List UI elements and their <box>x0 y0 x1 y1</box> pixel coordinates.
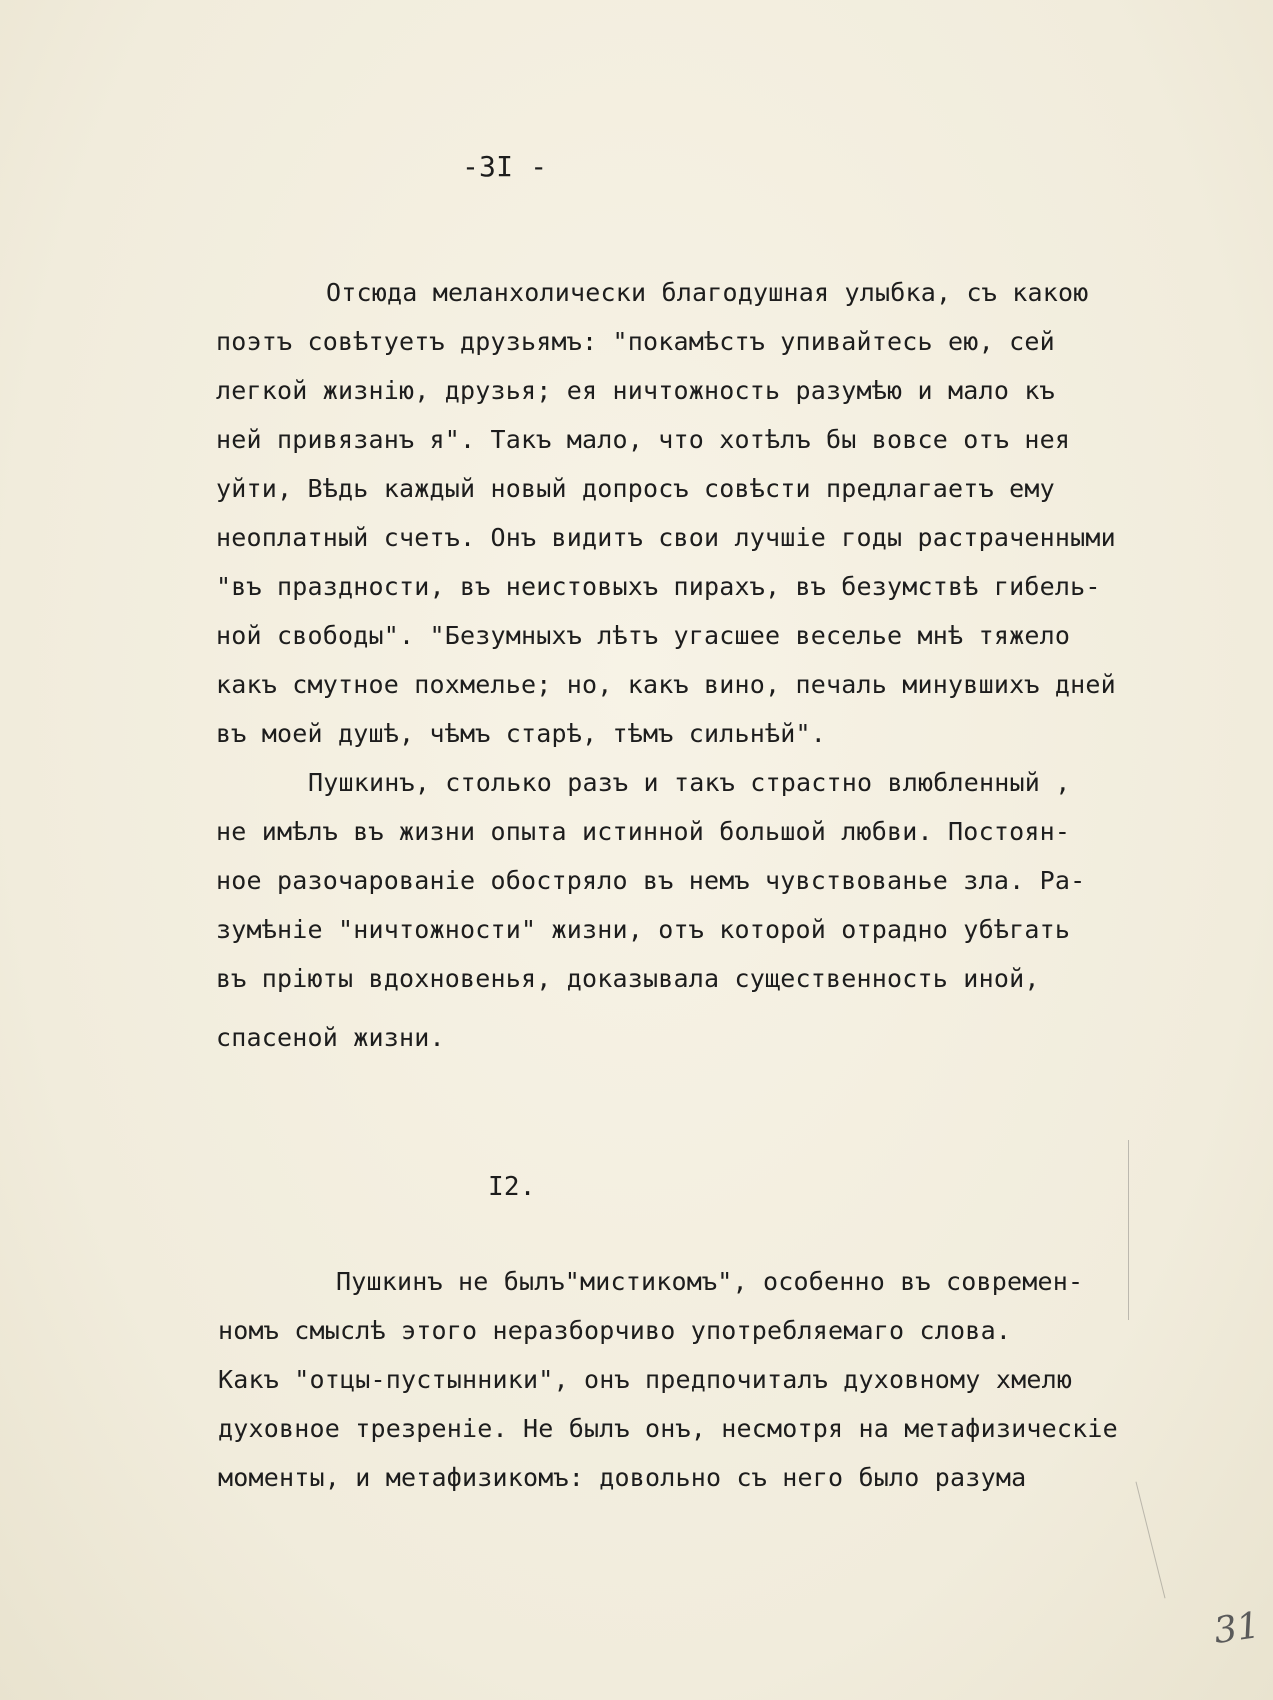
pencil-mark <box>1135 1482 1165 1599</box>
page-number: -3I - <box>462 150 548 183</box>
paragraph-1-line-9: какъ смутное похмелье; но, какъ вино, печаль минувшихъ дней <box>216 670 1116 699</box>
paragraph-2-line-5: въ пріюты вдохновенья, доказывала существенность иной, <box>216 964 1040 993</box>
paragraph-3-line-5: моменты, и метафизикомъ: довольно съ него было разума <box>218 1463 1027 1492</box>
paragraph-3-line-2: номъ смыслѣ этого неразборчиво употребляемаго слова. <box>218 1316 1012 1345</box>
paragraph-1-line-1: Отсюда меланхолически благодушная улыбка, съ какою <box>326 278 1089 307</box>
handwritten-page-number: 31 <box>1211 1605 1263 1652</box>
paragraph-2-line-4: зумѣніе "ничтожности" жизни, отъ которой отрадно убѣгать <box>216 915 1071 944</box>
paragraph-3-line-4: духовное трезреніе. Не былъ онъ, несмотря на метафизическіе <box>218 1414 1118 1443</box>
paragraph-1-line-3: легкой жизнію, друзья; ея ничтожность разумѣю и мало къ <box>216 376 1055 405</box>
paragraph-1-line-10: въ моей душѣ, чѣмъ старѣ, тѣмъ сильнѣй". <box>216 719 827 748</box>
paragraph-3-line-3: Какъ "отцы-пустынники", онъ предпочиталъ духовному хмелю <box>218 1365 1073 1394</box>
paragraph-2-line-1: Пушкинъ, столько разъ и такъ страстно влюбленный , <box>308 768 1071 797</box>
pencil-mark <box>1128 1140 1129 1320</box>
paragraph-2-line-3: ное разочарованіе обостряло въ немъ чувствованье зла. Ра- <box>216 866 1086 895</box>
section-number: I2. <box>488 1172 536 1202</box>
paragraph-3-line-1: Пушкинъ не былъ"мистикомъ", особенно въ современ- <box>336 1267 1084 1296</box>
paragraph-1-line-2: поэтъ совѣтуетъ друзьямъ: "покамѣстъ упивайтесь ею, сей <box>216 327 1055 356</box>
paragraph-2-line-2: не имѣлъ въ жизни опыта истинной большой любви. Постоян- <box>216 817 1071 846</box>
paragraph-1-line-7: "въ праздности, въ неистовыхъ пирахъ, въ безумствѣ гибель- <box>216 572 1101 601</box>
paragraph-1-line-4: ней привязанъ я". Такъ мало, что хотѣлъ бы вовсе отъ нея <box>216 425 1071 454</box>
paragraph-1-line-6: неоплатный счетъ. Онъ видитъ свои лучшіе годы растраченными <box>216 523 1116 552</box>
paragraph-2-line-6: спасеной жизни. <box>216 1023 445 1052</box>
paragraph-1-line-8: ной свободы". "Безумныхъ лѣтъ угасшее веселье мнѣ тяжело <box>216 621 1071 650</box>
paragraph-1-line-5: уйти, Вѣдь каждый новый допросъ совѣсти предлагаетъ ему <box>216 474 1055 503</box>
